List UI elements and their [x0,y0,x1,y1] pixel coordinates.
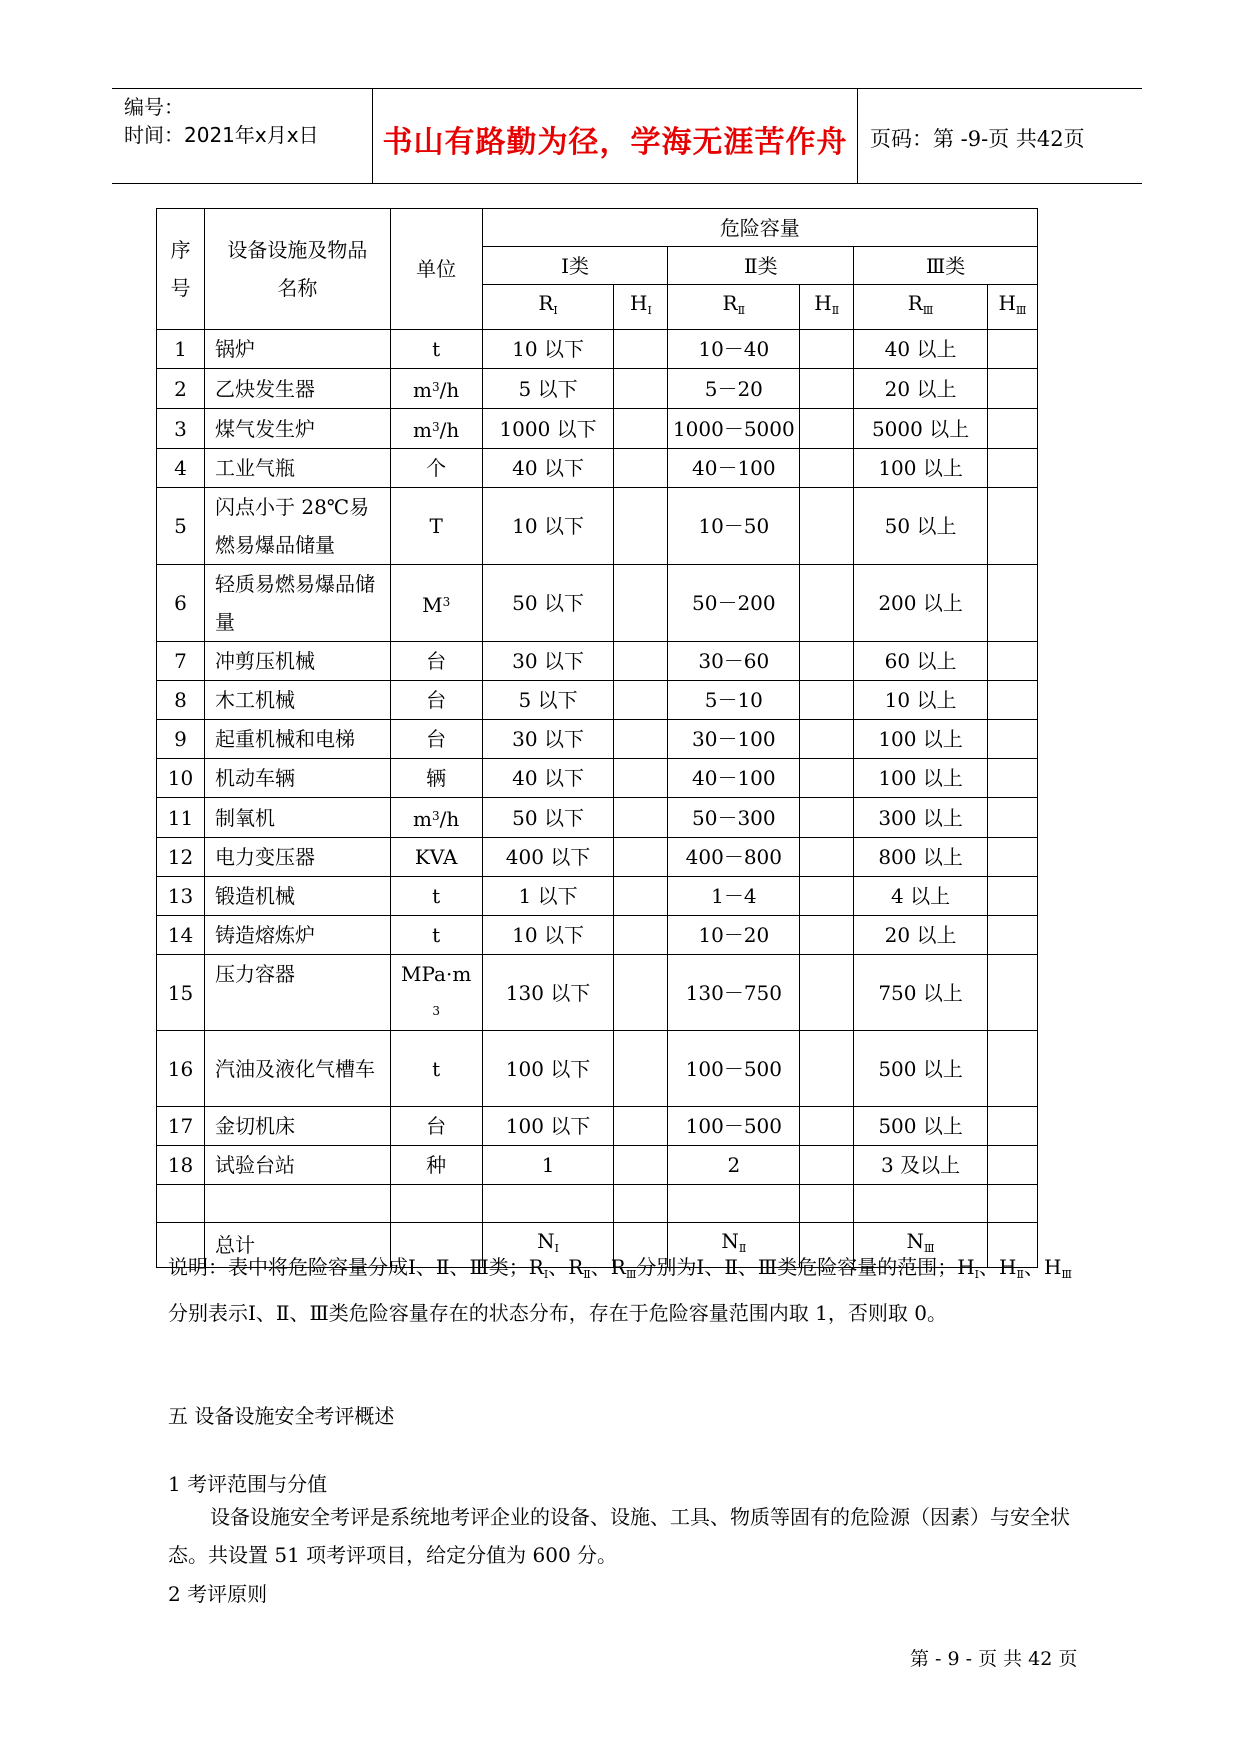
table-row: 17 金切机床 台 100 以下 100－500 500 以上 [157,1107,1038,1146]
page-footer: 第 - 9 - 页 共 42 页 [910,1648,1078,1670]
table-row: 1 锅炉 t 10 以下 10－40 40 以上 [157,330,1038,369]
header-h2: $H_Ⅱ$ [800,285,854,330]
section-heading-5: 五 设备设施安全考评概述 [168,1404,395,1428]
table-row: 15 压力容器 MPa·m $_3$ 130 以下 130－750 750 以上 [157,955,1038,1031]
body-paragraph: 设备设施安全考评是系统地考评企业的设备、设施、工具、物质等固有的危险源（因素）与安全状态。共设置 51 项考评项目，给定分值为 600 分。 [168,1505,1070,1567]
header-class-1: Ⅰ类 [482,247,668,285]
document-date: 时间：2021年x月x日 [124,123,319,147]
header-h1: $H_Ⅰ$ [614,285,668,330]
header-h3: $H_Ⅲ$ [987,285,1037,330]
table-row: 6 轻质易燃易爆品储量 $M^3$ 50 以下 50－200 200 以上 [157,565,1038,642]
table-row-total: 总计 $N_Ⅰ$ $N_Ⅱ$ $N_Ⅲ$ [157,1223,1038,1268]
table-row: 2 乙炔发生器 $m^3/h$ 5 以下 5－20 20 以上 [157,369,1038,409]
table-row: 11 制氧机 $m^3/h$ 50 以下 50－300 300 以上 [157,798,1038,838]
document-number-label: 编号： [124,95,184,119]
header-r3: $R_Ⅲ$ [854,285,988,330]
header-r2: $R_Ⅱ$ [668,285,800,330]
header-class-2: Ⅱ类 [668,247,854,285]
table-row: 13 锻造机械 t 1 以下 1－4 4 以上 [157,877,1038,916]
header-motto-cell [373,89,858,183]
table-row: 9 起重机械和电梯 台 30 以下 30－100 100 以上 [157,720,1038,759]
table-row: 7 冲剪压机械 台 30 以下 30－60 60 以上 [157,642,1038,681]
header-page-number: 页码：第 -9-页 共42页 [870,127,1085,151]
header-meta [112,89,373,183]
table-row: 10 机动车辆 辆 40 以下 40－100 100 以上 [157,759,1038,798]
header-seq: 序号 [157,209,205,330]
header-motto: 书山有路勤为径，学海无涯苦作舟 [382,125,848,160]
hazard-capacity-table [156,208,1038,1268]
header-class-3: Ⅲ类 [854,247,1038,285]
table-row: 4 工业气瓶 个 40 以下 40－100 100 以上 [157,449,1038,488]
section-heading-2: 2 考评原则 [168,1582,268,1606]
header-name: 设备设施及物品名称 [204,209,390,330]
header-r1: $R_Ⅰ$ [482,285,614,330]
table-row: 16 汽油及液化气槽车 t 100 以下 100－500 500 以上 [157,1031,1038,1107]
header-page-cell [858,89,1142,183]
table-row: 5 闪点小于 28℃易燃易爆品储量 T 10 以下 10－50 50 以上 [157,488,1038,565]
header-unit: 单位 [390,209,482,330]
table-row: 3 煤气发生炉 $m^3/h$ 1000 以下 1000－5000 5000 以上 [157,409,1038,449]
table-row: 14 铸造熔炼炉 t 10 以下 10－20 20 以上 [157,916,1038,955]
section-heading-1: 1 考评范围与分值 [168,1472,328,1496]
header-capacity: 危险容量 [482,209,1037,247]
table-row-empty [157,1185,1038,1223]
table-row: 12 电力变压器 KVA 400 以下 400－800 800 以上 [157,838,1038,877]
table-row: 8 木工机械 台 5 以下 5－10 10 以上 [157,681,1038,720]
page-header [112,88,1142,184]
table-row: 18 试验台站 种 1 2 3 及以上 [157,1146,1038,1185]
table-note: 说明：表中将危险容量分成Ⅰ、Ⅱ、Ⅲ类；$R_Ⅰ$、$R_Ⅱ$、$R_Ⅲ$分别为Ⅰ、Ⅱ、Ⅲ类危险容量的范围；$H_Ⅰ$、$H_Ⅱ$、$H_Ⅲ$分别表示Ⅰ、Ⅱ、Ⅲ类危险容量存在的状态分布，存在于危险容量范围内取 1，否则取 0。 [168,1255,1073,1325]
